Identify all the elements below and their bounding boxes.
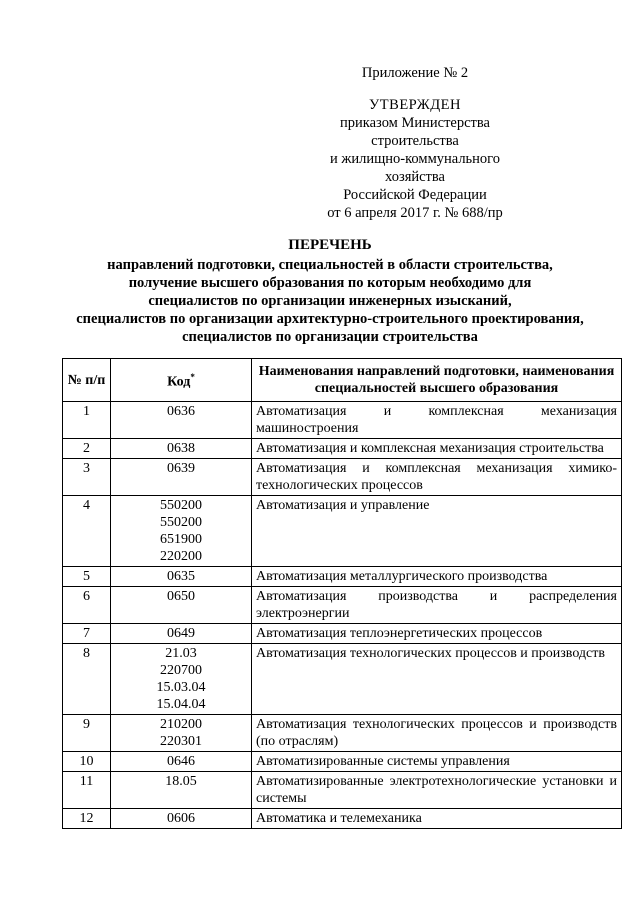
row-name: Автоматизация технологических процессов и производств (по отраслям) [252, 715, 622, 752]
row-code: 0646 [167, 754, 195, 769]
row-name: Автоматизация и управление [252, 496, 622, 567]
row-name: Автоматика и телемеханика [252, 809, 622, 829]
header-code-label: Код [167, 374, 191, 390]
document-title [40, 236, 620, 346]
row-name: Автоматизация технологических процессов и производств [252, 644, 622, 715]
row-number: 8 [63, 644, 111, 715]
row-codes [111, 496, 252, 567]
row-code: 0635 [167, 569, 195, 584]
row-code: 0649 [167, 626, 195, 641]
title-line: специалистов по организации инженерных изысканий, [148, 293, 512, 309]
row-codes [111, 715, 252, 752]
row-name: Автоматизация и комплексная механизация строительства [252, 439, 622, 459]
row-codes [111, 752, 252, 772]
title-line: специалистов по организации архитектурно-строительного проектирования, [76, 311, 584, 327]
row-codes [111, 587, 252, 624]
row-number: 2 [63, 439, 111, 459]
row-codes [111, 772, 252, 809]
row-code: 220200 [160, 549, 202, 564]
specialties-table [62, 358, 622, 829]
row-code: 220700 [160, 663, 202, 678]
approval-line: и жилищно-коммунального хозяйства [329, 151, 501, 185]
approval-line: Российской Федерации [343, 187, 487, 203]
approval-stamp [300, 64, 530, 222]
row-codes [111, 567, 252, 587]
row-code: 15.04.04 [156, 697, 206, 712]
table-row [63, 752, 622, 772]
table-row [63, 587, 622, 624]
row-name: Автоматизация и комплексная механизация химико-технологических процессов [252, 459, 622, 496]
header-num: № п/п [63, 359, 111, 402]
row-name: Автоматизированные электротехнологические установки и системы [252, 772, 622, 809]
row-name: Автоматизация теплоэнергетических процессов [252, 624, 622, 644]
row-code: 15.03.04 [156, 680, 206, 695]
title-line: специалистов по организации строительства [182, 329, 478, 345]
row-code: 0639 [167, 461, 195, 476]
row-number: 9 [63, 715, 111, 752]
row-code: 0650 [167, 589, 195, 604]
row-number: 10 [63, 752, 111, 772]
row-number: 12 [63, 809, 111, 829]
row-code: 0606 [167, 811, 195, 826]
table-row [63, 644, 622, 715]
row-codes [111, 459, 252, 496]
row-number: 1 [63, 402, 111, 439]
row-code: 550200 [160, 498, 202, 513]
row-number: 11 [63, 772, 111, 809]
row-number: 5 [63, 567, 111, 587]
table-row [63, 772, 622, 809]
row-code: 18.05 [165, 774, 197, 789]
row-codes [111, 809, 252, 829]
title-line: направлений подготовки, специальностей в области строительства, [107, 257, 553, 273]
header-name: Наименования направлений подготовки, наименования специальностей высшего образования [252, 359, 622, 402]
row-codes [111, 402, 252, 439]
approval-line: от 6 апреля 2017 г. № 688/пр [327, 205, 503, 221]
table-row [63, 459, 622, 496]
table-row [63, 715, 622, 752]
row-number: 7 [63, 624, 111, 644]
row-number: 4 [63, 496, 111, 567]
table-row [63, 567, 622, 587]
table-row [63, 624, 622, 644]
row-name: Автоматизированные системы управления [252, 752, 622, 772]
row-code: 0636 [167, 404, 195, 419]
approved-label: УТВЕРЖДЕН [369, 97, 461, 113]
row-code: 210200 [160, 717, 202, 732]
row-code: 651900 [160, 532, 202, 547]
row-codes [111, 439, 252, 459]
table-row [63, 809, 622, 829]
header-code [111, 359, 252, 402]
table-header-row [63, 359, 622, 402]
table-row [63, 439, 622, 459]
row-code: 220301 [160, 734, 202, 749]
row-codes [111, 644, 252, 715]
row-code: 0638 [167, 441, 195, 456]
row-name: Автоматизация и комплексная механизация машиностроения [252, 402, 622, 439]
row-number: 3 [63, 459, 111, 496]
title-heading: ПЕРЕЧЕНЬ [288, 237, 372, 253]
table-body [63, 402, 622, 829]
row-code: 21.03 [165, 646, 197, 661]
row-codes [111, 624, 252, 644]
header-code-footnote-mark: * [190, 372, 195, 383]
annex-label: Приложение № 2 [361, 65, 469, 81]
approval-line: приказом Министерства строительства [340, 115, 490, 149]
row-name: Автоматизация металлургического производства [252, 567, 622, 587]
row-number: 6 [63, 587, 111, 624]
table-row [63, 496, 622, 567]
row-name: Автоматизация производства и распределения электроэнергии [252, 587, 622, 624]
table-row [63, 402, 622, 439]
title-line: получение высшего образования по которым необходимо для [128, 275, 532, 291]
row-code: 550200 [160, 515, 202, 530]
